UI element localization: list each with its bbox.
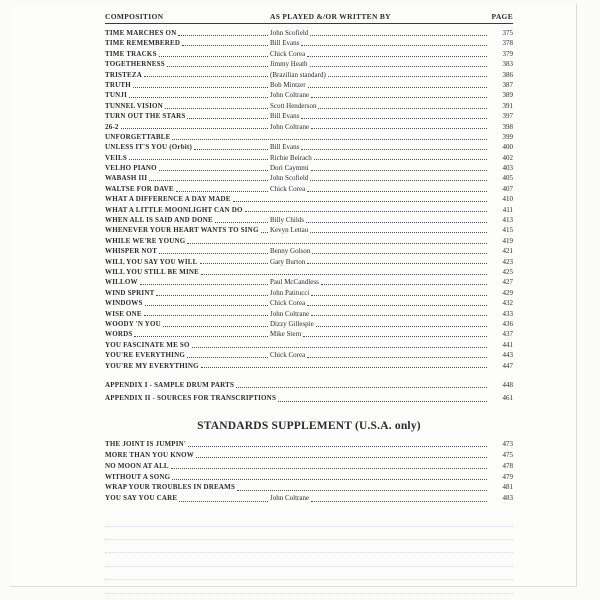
artist-name: Scott Henderson	[270, 101, 317, 110]
toc-row	[105, 472, 513, 483]
dot-leader	[215, 215, 268, 223]
dot-leader	[145, 298, 268, 306]
toc-row	[105, 493, 513, 504]
title-cell	[105, 142, 270, 152]
toc-row	[105, 439, 513, 450]
artist-cell	[270, 90, 489, 100]
composition-title: TIME MARCHES ON	[105, 29, 177, 37]
composition-title: TIME REMEMBERED	[105, 39, 181, 48]
composition-title: THE JOINT IS JUMPIN'	[105, 439, 187, 448]
artist-name: Mike Stern	[270, 330, 302, 339]
dot-leader	[245, 205, 487, 213]
dot-leader	[149, 173, 268, 181]
supplement-heading: STANDARDS SUPPLEMENT (U.S.A. only)	[197, 419, 421, 432]
composition-title: TRISTEZA	[105, 70, 143, 79]
bleedthrough-line	[105, 567, 513, 580]
artist-name: Jimmy Heath	[270, 60, 308, 69]
page-number: 427	[502, 278, 513, 287]
composition-title: 26-2	[105, 122, 119, 131]
toc-row	[105, 319, 513, 329]
toc-row	[105, 205, 513, 215]
page-number: 461	[502, 394, 513, 403]
dot-leader	[129, 90, 268, 98]
page-number: 423	[502, 257, 513, 266]
dot-leader	[187, 350, 268, 358]
composition-title: TUNJI	[105, 91, 128, 100]
page-number: 400	[502, 143, 513, 152]
bleedthrough-line	[105, 553, 513, 566]
page-number: 421	[502, 247, 513, 256]
composition-title: TOGETHERNESS	[105, 60, 165, 69]
toc-row	[105, 379, 513, 393]
composition-title: WHAT A DIFFERENCE A DAY MADE	[105, 195, 231, 204]
composition-title: WHILE WE'RE YOUNG	[105, 236, 186, 245]
title-cell	[105, 163, 270, 173]
composition-title: WHEN ALL IS SAID AND DONE	[105, 216, 213, 225]
dot-leader	[176, 184, 268, 192]
artist-cell	[270, 329, 489, 339]
dot-leader	[278, 392, 487, 402]
title-cell	[105, 257, 270, 267]
page-number: 443	[502, 351, 513, 360]
artist-name: (Brazilian standard)	[270, 70, 326, 79]
dot-leader	[188, 439, 487, 447]
composition-title: TRUTH	[105, 80, 131, 89]
composition-title: WILL YOU SAY YOU WILL	[105, 257, 198, 266]
composition-title: WISE ONE	[105, 309, 142, 318]
artist-name: John Coltrane	[270, 91, 310, 100]
dot-leader	[233, 194, 487, 202]
artist-cell	[270, 288, 489, 298]
composition-title: WHENEVER YOUR HEART WANTS TO SING	[105, 226, 259, 235]
toc-row	[105, 277, 513, 287]
toc-row	[105, 184, 513, 194]
artist-name: Dori Caymmi	[270, 164, 309, 173]
supplement-entries	[105, 439, 513, 504]
title-cell	[105, 309, 270, 319]
composition-title: VEILS	[105, 153, 128, 162]
composition-title: WHAT A LITTLE MOONLIGHT CAN DO	[105, 205, 243, 214]
composition-title: APPENDIX I - SAMPLE DRUM PARTS	[105, 380, 235, 389]
toc-row	[105, 122, 513, 132]
title-cell	[105, 288, 270, 298]
bleedthrough-line	[105, 513, 513, 526]
title-cell	[105, 277, 270, 287]
composition-title: WITHOUT A SONG	[105, 472, 171, 481]
artist-cell	[270, 59, 489, 69]
page-number: 478	[502, 461, 513, 470]
artist-cell	[270, 70, 489, 80]
dot-leader	[311, 122, 487, 130]
dot-leader	[261, 225, 268, 233]
page-number: 379	[502, 49, 513, 58]
page-number: 399	[502, 132, 513, 141]
dot-leader	[196, 450, 487, 458]
artist-name: Gary Burton	[270, 257, 306, 266]
artist-name: Chick Corea	[270, 351, 306, 360]
title-cell	[105, 298, 270, 308]
toc-row	[105, 111, 513, 121]
dot-leader	[311, 493, 487, 501]
title-cell	[105, 350, 270, 360]
page-number: 441	[502, 340, 513, 349]
dot-leader	[301, 142, 487, 150]
dot-leader	[310, 59, 487, 67]
dot-leader	[129, 153, 268, 161]
toc-row	[105, 236, 513, 246]
dot-leader	[171, 461, 487, 469]
artist-cell	[270, 350, 489, 360]
dot-leader	[140, 277, 268, 285]
page-number: 419	[502, 236, 513, 245]
toc-row	[105, 246, 513, 256]
dot-leader	[159, 49, 268, 57]
page-number: 378	[502, 39, 513, 48]
dot-leader	[200, 257, 268, 265]
dot-leader	[310, 173, 487, 181]
page-number: 473	[502, 439, 513, 448]
title-cell	[105, 49, 270, 59]
composition-title: WILL YOU STILL BE MINE	[105, 267, 200, 276]
page-number: 386	[502, 70, 513, 79]
composition-title: WIND SPRINT	[105, 288, 155, 297]
title-cell	[105, 122, 270, 132]
toc-row	[105, 225, 513, 235]
dot-leader	[301, 111, 487, 119]
toc-row	[105, 215, 513, 225]
composition-title: TIME TRACKS	[105, 49, 157, 58]
artist-cell	[270, 142, 489, 152]
artist-name: Bob Mintzer	[270, 80, 306, 89]
composition-title: MORE THAN YOU KNOW	[105, 450, 194, 459]
composition-title: YOU SAY YOU CARE	[105, 494, 178, 503]
page-number: 432	[502, 299, 513, 308]
page-number: 405	[502, 174, 513, 183]
title-cell	[105, 246, 270, 256]
artist-cell	[270, 215, 489, 225]
title-cell	[105, 70, 270, 80]
page-number: 383	[502, 60, 513, 69]
dot-leader	[308, 80, 487, 88]
artist-name: John Scofield	[270, 174, 309, 183]
page-number: 425	[502, 267, 513, 276]
dot-leader	[311, 288, 487, 296]
toc-row	[105, 173, 513, 183]
page-number: 436	[502, 319, 513, 328]
dot-leader	[134, 329, 268, 337]
artist-name: Bill Evans	[270, 39, 300, 48]
title-cell	[105, 90, 270, 100]
artist-cell	[270, 28, 489, 38]
artist-name: Chick Corea	[270, 49, 306, 58]
page-number: 433	[502, 309, 513, 318]
dot-leader	[187, 236, 487, 244]
page-number: 481	[502, 483, 513, 492]
composition-title: WILLOW	[105, 278, 138, 287]
toc-row	[105, 392, 513, 406]
page-number: 413	[502, 216, 513, 225]
toc-row	[105, 461, 513, 472]
dot-leader	[237, 482, 487, 490]
page-number: 429	[502, 288, 513, 297]
artist-name: John Patitucci	[270, 288, 310, 297]
toc-row	[105, 70, 513, 80]
bleedthrough-line	[105, 540, 513, 553]
page-number: 475	[502, 450, 513, 459]
artist-name: John Coltrane	[270, 494, 310, 503]
dot-leader	[236, 379, 487, 389]
title-cell	[105, 225, 270, 235]
artist-cell	[270, 257, 489, 267]
dot-leader	[182, 38, 268, 46]
composition-title: YOU'RE EVERYTHING	[105, 351, 185, 360]
dot-leader	[301, 38, 487, 46]
title-cell	[105, 319, 270, 329]
artist-name: John Scofield	[270, 29, 309, 37]
artist-cell	[270, 184, 489, 194]
artist-cell	[270, 122, 489, 132]
dot-leader	[316, 319, 487, 327]
composition-title: WRAP YOUR TROUBLES IN DREAMS	[105, 483, 236, 492]
artist-cell	[270, 111, 489, 121]
artist-cell	[270, 309, 489, 319]
composition-title: YOU FASCINATE ME SO	[105, 340, 190, 349]
dot-leader	[187, 111, 268, 119]
title-cell	[105, 28, 270, 38]
page-number: 410	[502, 195, 513, 204]
toc-row	[105, 350, 513, 360]
dot-leader	[144, 70, 268, 78]
toc-column-headers	[105, 12, 513, 24]
page-number: 479	[502, 472, 513, 481]
artist-name: Dizzy Gillespie	[270, 319, 314, 328]
artist-cell	[270, 277, 489, 287]
toc-row	[105, 309, 513, 319]
composition-title: WINDOWS	[105, 299, 143, 308]
artist-cell	[270, 319, 489, 329]
toc-row	[105, 38, 513, 48]
dot-leader	[312, 246, 487, 254]
dot-leader	[321, 277, 487, 285]
toc-row	[105, 340, 513, 350]
played-by-column-header: AS PLAYED &/OR WRITTEN BY	[270, 12, 391, 21]
page-number: 483	[502, 494, 513, 503]
toc-row	[105, 450, 513, 461]
artist-name: Chick Corea	[270, 299, 306, 308]
dot-leader	[310, 28, 487, 36]
toc-row	[105, 80, 513, 90]
artist-name: Bill Evans	[270, 112, 300, 121]
toc-row	[105, 101, 513, 111]
title-cell	[105, 215, 270, 225]
artist-cell	[270, 101, 489, 111]
title-cell	[105, 101, 270, 111]
page-number: 437	[502, 330, 513, 339]
dot-leader	[303, 329, 487, 337]
toc-row	[105, 482, 513, 493]
bleedthrough-line	[105, 580, 513, 593]
composition-title: WALTSE FOR DAVE	[105, 184, 174, 193]
toc-row	[105, 163, 513, 173]
toc-row	[105, 194, 513, 204]
composition-title: WHISPER NOT	[105, 247, 158, 256]
dot-leader	[133, 80, 268, 88]
dot-leader	[314, 153, 487, 161]
composition-title: WOODY 'N YOU	[105, 319, 161, 328]
dot-leader	[307, 49, 487, 57]
title-cell	[105, 38, 270, 48]
dot-leader	[159, 163, 268, 171]
page-number: 391	[502, 101, 513, 110]
dot-leader	[172, 472, 487, 480]
dot-leader	[159, 246, 268, 254]
dot-leader	[318, 101, 487, 109]
dot-leader	[194, 142, 268, 150]
dot-leader	[156, 288, 268, 296]
artist-cell	[270, 493, 489, 504]
dot-leader	[307, 257, 487, 265]
composition-title: TURN OUT THE STARS	[105, 112, 186, 121]
title-cell	[105, 173, 270, 183]
dot-leader	[165, 101, 268, 109]
toc-entries	[105, 28, 513, 371]
title-cell	[105, 111, 270, 121]
page-number: 387	[502, 80, 513, 89]
dot-leader	[307, 184, 487, 192]
composition-title: APPENDIX II - SOURCES FOR TRANSCRIPTIONS	[105, 394, 277, 403]
dot-leader	[178, 28, 268, 36]
dot-leader	[307, 350, 487, 358]
artist-name: John Coltrane	[270, 122, 310, 131]
artist-cell	[270, 225, 489, 235]
dot-leader	[311, 90, 487, 98]
composition-title: VELHO PIANO	[105, 164, 157, 173]
composition-title: TUNNEL VISION	[105, 101, 163, 110]
dot-leader	[144, 309, 268, 317]
artist-name: Billy Childs	[270, 216, 305, 225]
dot-leader	[192, 340, 487, 348]
toc-row	[105, 28, 513, 38]
page-number: 375	[502, 29, 513, 37]
artist-name: Richie Beirach	[270, 153, 312, 162]
title-cell	[105, 59, 270, 69]
dot-leader	[311, 163, 487, 171]
dot-leader	[328, 70, 487, 78]
page-number: 402	[502, 153, 513, 162]
toc-row	[105, 153, 513, 163]
dot-leader	[172, 132, 487, 140]
composition-column-header: COMPOSITION	[105, 12, 164, 21]
table-of-contents	[105, 12, 513, 594]
composition-title: WORDS	[105, 330, 133, 339]
artist-cell	[270, 80, 489, 90]
toc-row	[105, 59, 513, 69]
page-number: 415	[502, 226, 513, 235]
composition-title: UNFORGETTABLE	[105, 132, 171, 141]
dot-leader	[306, 215, 487, 223]
toc-row	[105, 267, 513, 277]
artist-cell	[270, 153, 489, 163]
page-number: 447	[502, 361, 513, 370]
toc-row	[105, 288, 513, 298]
dot-leader	[311, 309, 487, 317]
toc-row	[105, 49, 513, 59]
toc-row	[105, 90, 513, 100]
page-number: 411	[502, 205, 513, 214]
appendix-entries	[105, 379, 513, 406]
bleedthrough-line	[105, 527, 513, 540]
composition-title: YOU'RE MY EVERYTHING	[105, 361, 199, 370]
toc-row	[105, 329, 513, 339]
dot-leader	[179, 493, 268, 501]
artist-name: Benny Golson	[270, 247, 311, 256]
title-cell	[105, 80, 270, 90]
artist-cell	[270, 38, 489, 48]
toc-row	[105, 142, 513, 152]
artist-cell	[270, 163, 489, 173]
artist-cell	[270, 246, 489, 256]
title-cell	[105, 329, 270, 339]
artist-cell	[270, 298, 489, 308]
page-number: 397	[502, 112, 513, 121]
dot-leader	[163, 319, 268, 327]
title-cell	[105, 184, 270, 194]
dot-leader	[121, 122, 268, 130]
page-number: 403	[502, 164, 513, 173]
toc-row	[105, 298, 513, 308]
toc-row	[105, 361, 513, 371]
dot-leader	[310, 225, 487, 233]
artist-cell	[270, 173, 489, 183]
page-number: 448	[502, 380, 513, 389]
artist-name: Chick Corea	[270, 184, 306, 193]
page-column-header: PAGE	[491, 12, 513, 21]
composition-title: WABASH III	[105, 174, 148, 183]
artist-name: Kevyn Lettau	[270, 226, 309, 235]
composition-title: UNLESS IT'S YOU (Orbit)	[105, 143, 192, 152]
page-number: 389	[502, 91, 513, 100]
toc-row	[105, 132, 513, 142]
title-cell	[105, 153, 270, 163]
composition-title: NO MOON AT ALL	[105, 461, 169, 470]
artist-name: Paul McCandless	[270, 278, 319, 287]
dot-leader	[201, 267, 487, 275]
dot-leader	[201, 361, 487, 369]
page-bleedthrough	[105, 513, 513, 593]
artist-cell	[270, 49, 489, 59]
title-cell	[105, 493, 270, 504]
page-number: 407	[502, 184, 513, 193]
dot-leader	[167, 59, 268, 67]
dot-leader	[307, 298, 487, 306]
toc-row	[105, 257, 513, 267]
artist-name: Bill Evans	[270, 143, 300, 152]
page-number: 398	[502, 122, 513, 131]
artist-name: John Coltrane	[270, 309, 310, 318]
